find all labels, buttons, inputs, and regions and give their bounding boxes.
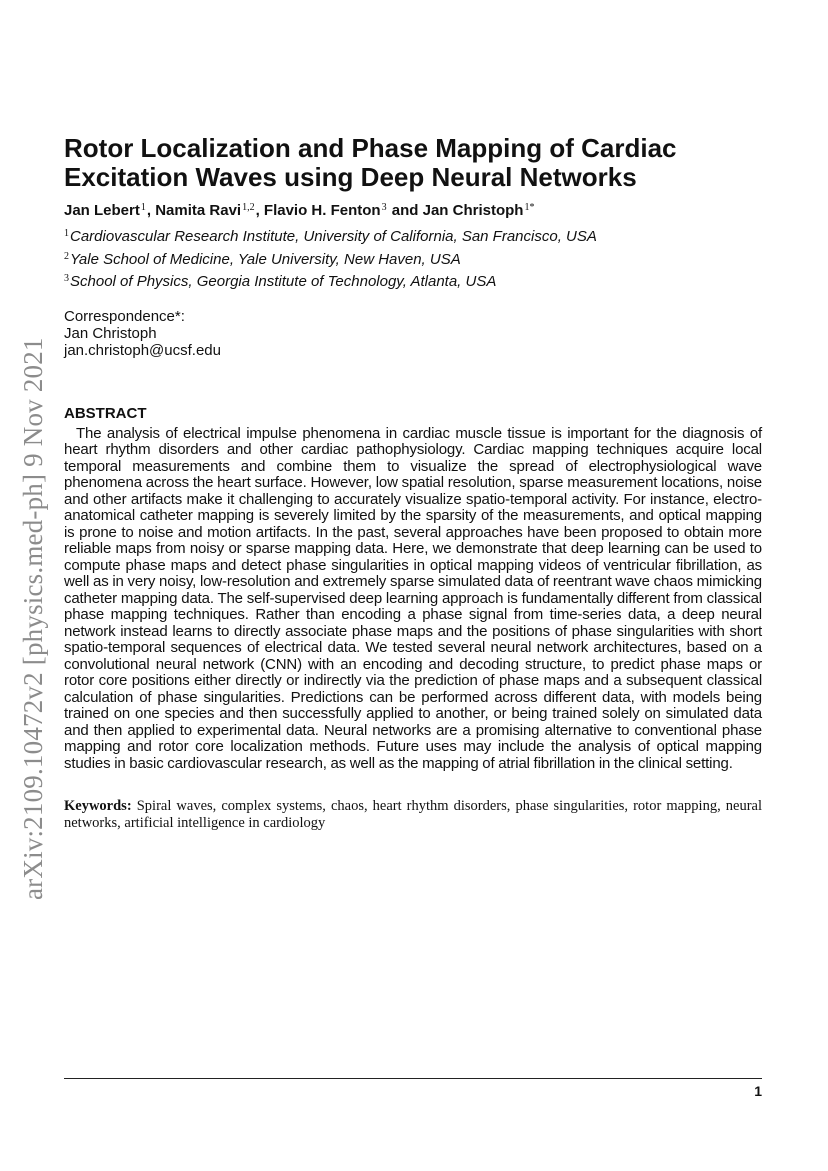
keywords-block <box>64 798 762 832</box>
author-affiliation-mark: 1,2 <box>242 202 255 213</box>
keywords-label: Keywords: <box>64 798 132 814</box>
page-number: 1 <box>754 1083 762 1099</box>
affiliation <box>64 224 762 247</box>
affiliation-text: Cardiovascular Research Institute, University of California, San Francisco, USA <box>70 228 597 245</box>
author-affiliation-mark: 1 <box>140 202 146 213</box>
affiliation <box>64 269 762 292</box>
correspondence-name: Jan Christoph <box>64 324 157 342</box>
correspondence-block <box>64 308 762 359</box>
keywords-text: Spiral waves, complex systems, chaos, heart rhythm disorders, phase singularities, rotor mapping, neural networks, artificial intelligence in cardiology <box>64 798 762 831</box>
correspondence-label: Correspondence*: <box>64 307 185 325</box>
author-name: Namita Ravi <box>155 202 242 219</box>
abstract-heading: ABSTRACT <box>64 404 147 422</box>
affiliation-mark: 3 <box>64 273 69 284</box>
author-name: Jan Lebert <box>64 202 140 219</box>
author-separator: , <box>146 202 156 219</box>
paper-title: Rotor Localization and Phase Mapping of Cardiac Excitation Waves using Deep Neural Networks <box>64 133 677 192</box>
author-separator: and <box>387 202 423 219</box>
affiliation-text: School of Physics, Georgia Institute of Technology, Atlanta, USA <box>70 273 497 290</box>
author-name: Flavio H. Fenton <box>263 202 381 219</box>
affiliation-mark: 1 <box>64 228 69 239</box>
author-separator: , <box>255 202 264 219</box>
arxiv-identifier: arXiv:2109.10472v2 [physics.med-ph] 9 Nov 2021 <box>18 337 48 900</box>
paper-front-matter <box>64 134 762 832</box>
affiliation-text: Yale School of Medicine, Yale University, New Haven, USA <box>70 250 461 268</box>
footer-rule <box>64 1078 762 1079</box>
abstract-body: The analysis of electrical impulse phenomena in cardiac muscle tissue is important for the diagnosis of heart rhythm disorders and other cardiac pathophysiology. Cardiac mapping techniques acquire local temporal measurements and combine them to visualize the spread of electrophysiological wave phenomena across the heart surface. However, low spatial resolution, sparse measurement locations, noise and other artifacts make it challenging to accurately visualize spatio-temporal activity. For instance, electro-anatomical catheter mapping is severely limited by the sparsity of the measurements, and optical mapping is prone to noise and motion artifacts. In the past, several approaches have been proposed to obtain more reliable maps from noisy or sparse mapping data. Here, we demonstrate that deep learning can be used to compute phase maps and detect phase singularities in optical mapping videos of ventricular fibrillation, as well as in very noisy, low-resolution and extremely sparse simulated data of reentrant wave chaos mimicking catheter mapping data. The self-supervised deep learning approach is fundamentally different from classical phase mapping techniques. Rather than encoding a phase signal from time-series data, a deep neural network instead learns to directly associate phase maps and the positions of phase singularities with short spatio-temporal sequences of electrical data. We tested several neural network architectures, based on a convolutional neural network (CNN) with an encoding and decoding structure, to predict phase maps or rotor core positions either directly or indirectly via the prediction of phase maps and a subsequent classical calculation of phase singularities. Predictions can be performed across different data, with models being trained on one species and then successfully applied to another, or being trained solely on simulated data and then applied to experimental data. Neural networks are a promising alternative to conventional phase mapping and rotor core localization methods. Future uses may include the analysis of optical mapping studies in basic cardiovascular research, as well as the mapping of atrial fibrillation in the clinical setting. <box>64 424 762 772</box>
author-name: Jan Christoph <box>422 202 524 219</box>
affiliation-mark: 2 <box>64 250 69 262</box>
correspondence-email: jan.christoph@ucsf.edu <box>64 341 221 359</box>
author-affiliation-mark: 1* <box>524 202 535 213</box>
affiliation-list <box>64 224 762 292</box>
affiliation <box>64 247 762 270</box>
author-affiliation-mark: 3 <box>381 202 387 213</box>
author-list <box>64 198 762 221</box>
